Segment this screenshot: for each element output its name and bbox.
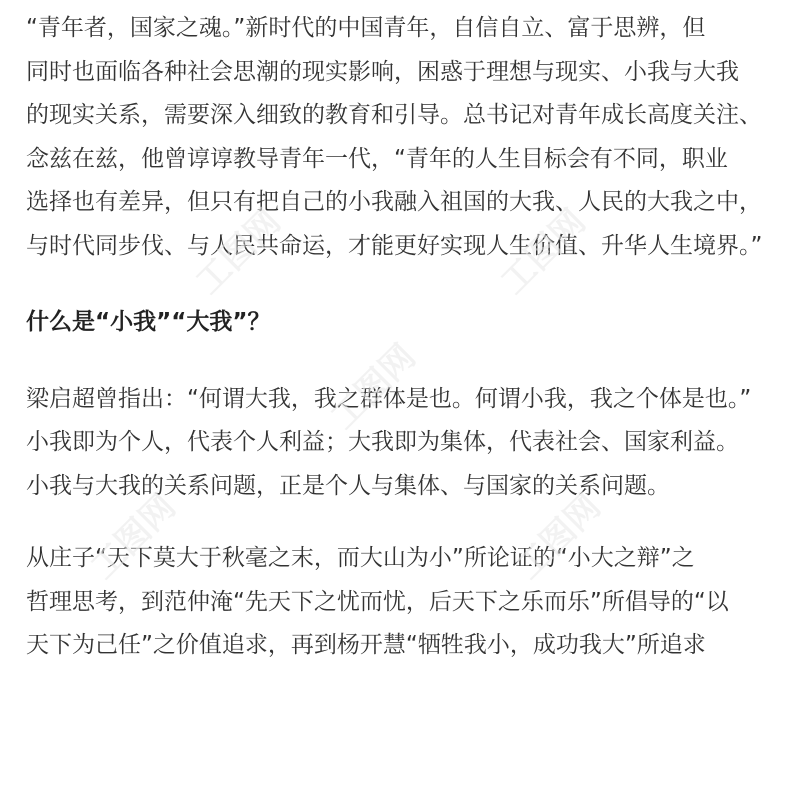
paragraph-definition [26, 378, 778, 509]
text-line: 的现实关系，需要深入细致的教育和引导。总书记对青年成长高度关注、 [26, 102, 762, 128]
paragraph-youth-guidance [26, 7, 778, 268]
watermark-logo: 工图网 [323, 336, 424, 438]
text-line: 从庄子“天下莫大于秋毫之末，而大山为小”所论证的“小大之辩”之 [26, 545, 695, 571]
text-line: 哲理思考，到范仲淹“先天下之忧而忧，后天下之乐而乐”所倡导的“以 [26, 588, 729, 615]
paragraph-history [26, 537, 778, 668]
text-line: “青年者，国家之魂。”新时代的中国青年，自信自立、富于思辨，但 [26, 15, 706, 41]
watermark-logo: 工图网 [83, 486, 184, 588]
watermark-logo: 工图网 [508, 486, 609, 588]
text-line: 梁启超曾指出：“何谓大我，我之群体是也。何谓小我，我之个体是也。” [26, 385, 752, 412]
watermark-logo: 工图网 [493, 201, 594, 303]
text-line: 念兹在兹，他曾谆谆教导青年一代，“青年的人生目标会有不同，职业 [26, 145, 728, 172]
text-line: 选择也有差异，但只有把自己的小我融入祖国的大我、人民的大我之中， [26, 189, 762, 215]
article-body [26, 0, 778, 668]
section-heading: 什么是“小我”“大我”？ [26, 309, 271, 335]
text-line: 天下为己任”之价值追求，再到杨开慧“牺牲我小，成功我大”所追求 [26, 632, 706, 658]
text-line: 小我与大我的关系问题，正是个人与集体、与国家的关系问题。 [26, 472, 670, 499]
text-line: 小我即为个人，代表个人利益；大我即为集体，代表社会、国家利益。 [26, 429, 739, 455]
watermark-logo: 工图网 [188, 201, 289, 303]
text-line: 与时代同步伐、与人民共命运，才能更好实现人生价值、升华人生境界。” [26, 232, 763, 259]
text-line: 同时也面临各种社会思潮的现实影响，困惑于理想与现实、小我与大我 [26, 58, 739, 85]
